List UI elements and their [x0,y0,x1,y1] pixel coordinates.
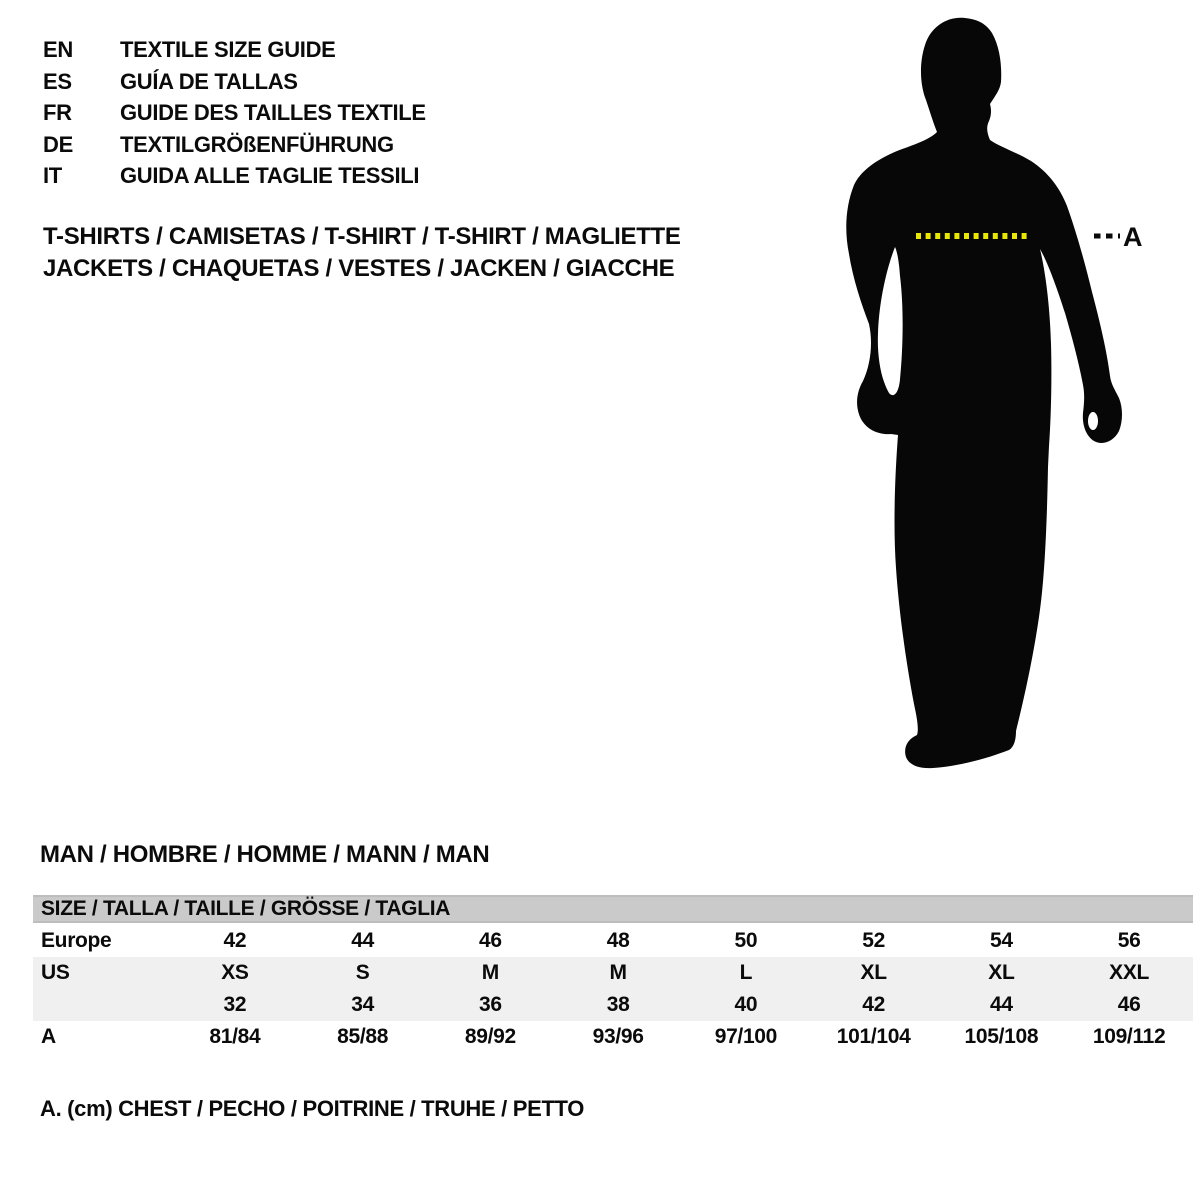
man-silhouette-figure [835,10,1145,780]
language-legend [43,34,426,192]
size-value: 48 [606,929,630,952]
size-value: M [609,961,627,984]
size-value: 42 [862,993,885,1016]
language-title: GUÍA DE TALLAS [120,68,298,94]
size-value: 89/92 [464,1025,516,1048]
size-table [33,895,1193,1053]
man-silhouette [846,18,1122,768]
table-row-us [33,957,1193,989]
size-value: 105/108 [964,1025,1039,1048]
row-label: US [41,961,70,984]
row-label: Europe [41,929,112,952]
size-value: 34 [351,993,374,1016]
size-value: 54 [990,929,1013,952]
language-code: IT [43,163,62,188]
size-value: XL [988,961,1015,984]
size-value: 93/96 [592,1025,644,1048]
size-value: 38 [606,993,630,1016]
size-value: 97/100 [714,1025,778,1048]
size-value: XS [221,961,249,984]
size-value: 46 [479,929,502,952]
size-value: M [481,961,499,984]
thumb-gap-shape [1088,412,1098,430]
size-value: 44 [990,993,1013,1016]
size-value: XXL [1109,961,1150,984]
size-value: 32 [223,993,247,1016]
language-title: TEXTILGRÖßENFÜHRUNG [120,131,394,157]
language-title: TEXTILE SIZE GUIDE [120,37,336,62]
garment-categories [43,221,681,284]
row-label: A [41,1025,56,1048]
size-value: 40 [734,993,758,1016]
size-value: 42 [223,929,247,952]
language-code: DE [43,131,73,157]
language-code: FR [43,100,72,125]
size-value: 44 [351,929,374,952]
size-value: 46 [1117,993,1141,1016]
size-value: 85/88 [337,1025,389,1048]
measure-label-a: A [1123,222,1143,252]
size-value: XL [860,961,887,984]
gender-section-title: MAN / HOMBRE / HOMME / MANN / MAN [40,841,490,868]
size-value: 109/112 [1092,1025,1166,1048]
table-row-chest-cm [33,1021,1193,1053]
measurement-footnote: A. (cm) CHEST / PECHO / POITRINE / TRUHE / PETTO [40,1096,585,1121]
size-value: 101/104 [836,1025,911,1048]
language-title: GUIDA ALLE TAGLIE TESSILI [120,163,420,188]
size-value: 36 [479,993,502,1016]
size-value: 52 [862,929,885,952]
category-line-jackets: JACKETS / CHAQUETAS / VESTES / JACKEN / GIACCHE [43,254,675,282]
table-row-numeric [33,989,1193,1021]
size-value: 50 [734,929,758,952]
language-code: ES [43,68,72,94]
size-value: 81/84 [209,1025,261,1048]
table-row-europe [33,925,1193,957]
language-code: EN [43,37,73,62]
size-value: L [739,961,753,984]
category-line-tshirts: T-SHIRTS / CAMISETAS / T-SHIRT / T-SHIRT / MAGLIETTE [43,223,681,250]
size-table-header: SIZE / TALLA / TAILLE / GRÖSSE / TAGLIA [33,895,1193,923]
language-title: GUIDE DES TAILLES TEXTILE [120,100,426,125]
size-value: S [355,961,370,984]
size-value: 56 [1117,929,1141,952]
